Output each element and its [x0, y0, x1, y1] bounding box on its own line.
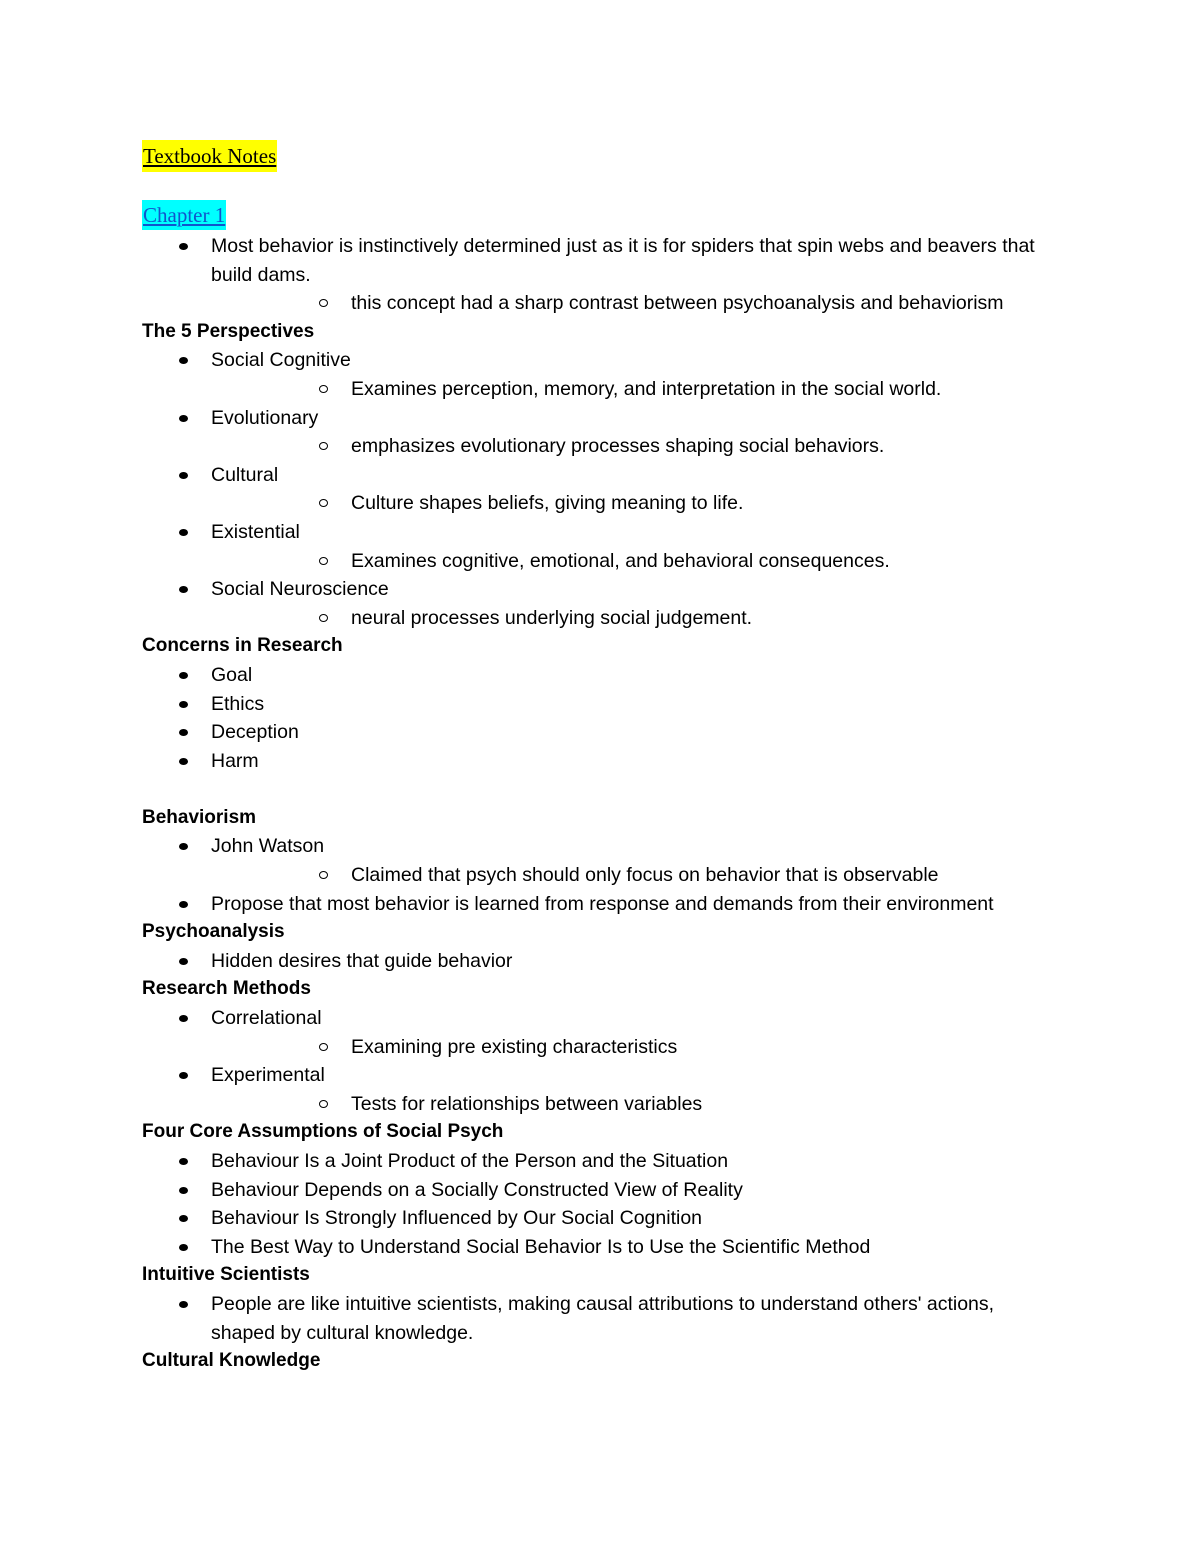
research-methods-list [142, 1004, 1042, 1118]
concerns-list [142, 661, 1042, 775]
section-heading-concerns: Concerns in Research [142, 635, 343, 657]
sub-list-item: Examines cognitive, emotional, and behavioral consequences. [211, 547, 1042, 576]
section-heading-psychoanalysis: Psychoanalysis [142, 921, 285, 943]
list-item [142, 232, 1042, 318]
sub-list [211, 604, 1042, 633]
sub-list [211, 375, 1042, 404]
chapter-line [142, 200, 1042, 232]
sub-list-item: Culture shapes beliefs, giving meaning to life. [211, 489, 1042, 518]
intro-list [142, 232, 1042, 318]
list-item-text: Existential [211, 520, 300, 543]
list-item-text: Cultural [211, 463, 279, 486]
list-item: People are like intuitive scientists, making causal attributions to understand others' actions, shaped by cultural knowledge. [142, 1290, 1042, 1347]
blank-line [142, 775, 1042, 804]
sub-list [211, 861, 1042, 890]
behaviorism-list [142, 832, 1042, 918]
list-item-text: Experimental [211, 1064, 325, 1087]
list-item-text: Social Neuroscience [211, 578, 389, 601]
list-item: Behaviour Is a Joint Product of the Person and the Situation [142, 1147, 1042, 1176]
sub-list [211, 289, 1042, 318]
assumptions-list [142, 1147, 1042, 1261]
sub-list-item: Examines perception, memory, and interpretation in the social world. [211, 375, 1042, 404]
sub-list [211, 1090, 1042, 1119]
list-item [142, 461, 1042, 518]
section-heading-intuitive-scientists: Intuitive Scientists [142, 1264, 310, 1286]
sub-list-item: this concept had a sharp contrast between psychoanalysis and behaviorism [211, 289, 1042, 318]
list-item: Deception [142, 718, 1042, 747]
list-item: The Best Way to Understand Social Behavior Is to Use the Scientific Method [142, 1233, 1042, 1262]
list-item: Goal [142, 661, 1042, 690]
sub-list [211, 1033, 1042, 1062]
section-heading-research-methods: Research Methods [142, 978, 311, 1000]
intuitive-list [142, 1290, 1042, 1347]
section-heading-behaviorism: Behaviorism [142, 806, 257, 828]
sub-list [211, 432, 1042, 461]
section-heading-cultural-knowledge: Cultural Knowledge [142, 1350, 321, 1372]
psychoanalysis-list [142, 947, 1042, 976]
list-item: Harm [142, 747, 1042, 776]
section-heading-perspectives: The 5 Perspectives [142, 320, 315, 342]
list-item [142, 1004, 1042, 1061]
sub-list-item: neural processes underlying social judgement. [211, 604, 1042, 633]
sub-list [211, 489, 1042, 518]
list-item [142, 832, 1042, 889]
sub-list-item: Examining pre existing characteristics [211, 1033, 1042, 1062]
list-item-text: Correlational [211, 1007, 322, 1030]
section-heading-assumptions: Four Core Assumptions of Social Psych [142, 1121, 504, 1143]
sub-list-item: emphasizes evolutionary processes shaping social behaviors. [211, 432, 1042, 461]
list-item: Hidden desires that guide behavior [142, 947, 1042, 976]
document-title: Textbook Notes [142, 140, 277, 172]
perspectives-list [142, 346, 1042, 632]
list-item-text: John Watson [211, 835, 325, 858]
document-body [142, 140, 1042, 1376]
title-line [142, 140, 1042, 200]
list-item [142, 1061, 1042, 1118]
list-item-text: Most behavior is instinctively determined just as it is for spiders that spin webs and beavers that build dams. [211, 235, 1035, 286]
list-item-text: Social Cognitive [211, 349, 351, 372]
list-item [142, 518, 1042, 575]
list-item [142, 404, 1042, 461]
list-item: Propose that most behavior is learned from response and demands from their environment [142, 890, 1042, 919]
sub-list-item: Tests for relationships between variables [211, 1090, 1042, 1119]
chapter-heading[interactable]: Chapter 1 [142, 200, 226, 230]
list-item-text: Evolutionary [211, 406, 319, 429]
list-item: Ethics [142, 690, 1042, 719]
sub-list [211, 547, 1042, 576]
list-item: Behaviour Depends on a Socially Constructed View of Reality [142, 1176, 1042, 1205]
list-item [142, 575, 1042, 632]
list-item [142, 346, 1042, 403]
list-item: Behaviour Is Strongly Influenced by Our Social Cognition [142, 1204, 1042, 1233]
sub-list-item: Claimed that psych should only focus on behavior that is observable [211, 861, 1042, 890]
